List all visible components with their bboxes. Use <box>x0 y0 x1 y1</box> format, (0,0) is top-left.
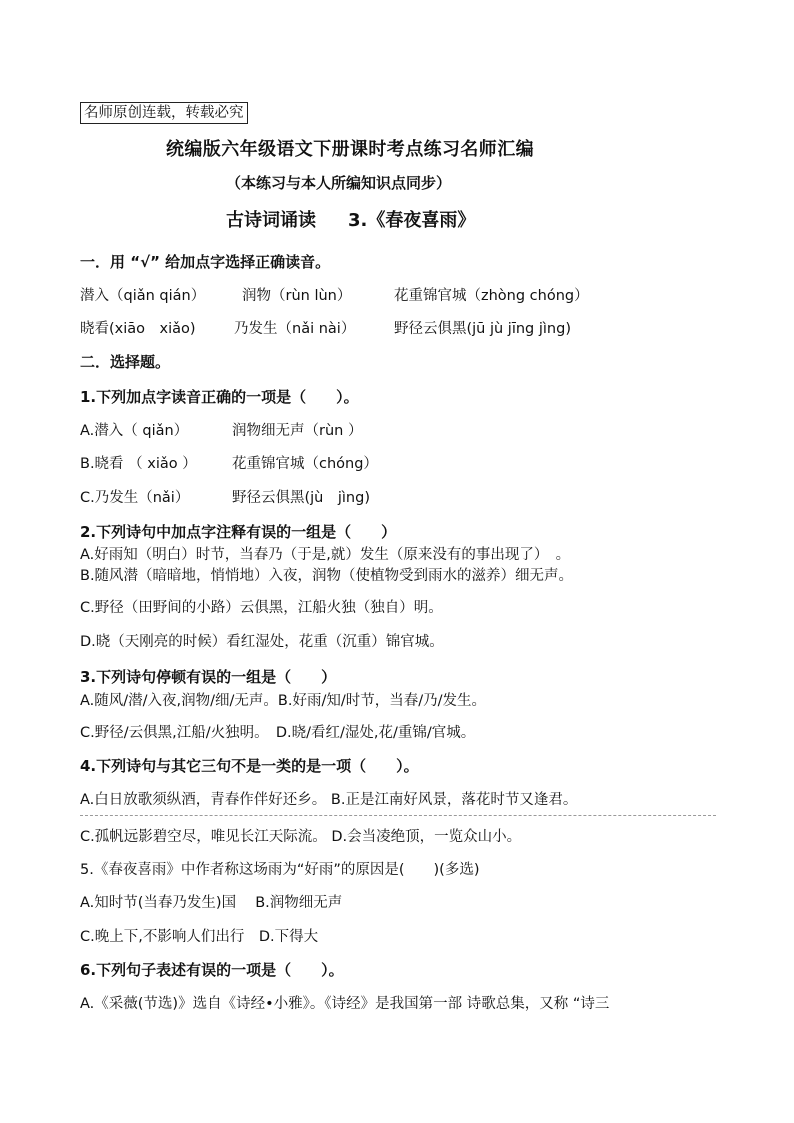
section2-heading: 二．选择题。 <box>80 353 171 371</box>
pinyin-item: 润物（rùn lùn） <box>242 288 352 304</box>
pinyin-item: 野径云俱黑(jū jù jīng jìng) <box>394 321 571 337</box>
question-3-options-cd: C.野径/云俱黑,江船/火独明。 D.晓/看红/湿处,花/重锦/官城。 <box>80 725 476 741</box>
question-2-option-b: B.随风潜（暗暗地，悄悄地）入夜，润物（使植物受到雨水的滋养）细无声。 <box>80 568 574 584</box>
option-part: 润物细无声（rùn ） <box>232 423 363 439</box>
pinyin-item: 花重锦官城（zhòng chóng） <box>394 288 589 304</box>
pinyin-item: 乃发生（nǎi nài） <box>234 321 356 337</box>
option-part: 野径云俱黑(jù jìng) <box>232 490 370 506</box>
dashed-divider <box>80 815 716 816</box>
question-2-option-a: A.好雨知（明白）时节，当春乃（于是,就）发生（原来没有的事出现了） 。 <box>80 547 571 563</box>
option-part: 花重锦官城（chóng） <box>232 456 378 472</box>
question-1-option-a <box>80 421 580 441</box>
question-3-options-ab: A.随风/潜/入夜,润物/细/无声。B.好雨/知/时节，当春/乃/发生。 <box>80 693 487 709</box>
option-part: A.潜入（ qiǎn） <box>80 423 189 439</box>
question-6-stem: 6.下列句子表述有误的一项是（ ）。 <box>80 961 344 979</box>
option-part: C.乃发生（nǎi） <box>80 490 190 506</box>
question-1-option-b <box>80 454 580 474</box>
worksheet-title: 统编版六年级语文下册课时考点练习名师汇编 <box>166 139 534 160</box>
question-4-stem: 4.下列诗句与其它三句不是一类的是一项（ ）。 <box>80 757 419 775</box>
question-6-option-a: A.《采薇(节选)》选自《诗经•小雅》。《诗经》是我国第一部 诗歌总集，又称 “诗三 <box>80 996 610 1012</box>
pinyin-row-2 <box>80 319 720 339</box>
question-5-options-cd: C.晚上下,不影响人们出行 D.下得大 <box>80 929 319 945</box>
pinyin-item: 潜入（qiǎn qián） <box>80 288 206 304</box>
copyright-stamp: 名师原创连载，转载必究 <box>80 102 248 124</box>
section1-heading: 一．用 “√” 给加点字选择正确读音。 <box>80 253 331 271</box>
question-4-options-ab: A.白日放歌须纵酒，青春作伴好还乡。 B.正是江南好风景，落花时节又逢君。 <box>80 792 578 808</box>
pinyin-item: 晓看(xiāo xiǎo) <box>80 321 196 337</box>
question-5-options-ab: A.知时节(当春乃发生)国 B.润物细无声 <box>80 895 343 911</box>
question-5-stem: 5.《春夜喜雨》中作者称这场雨为“好雨”的原因是( )(多选) <box>80 862 480 878</box>
lesson-name: 3.《春夜喜雨》 <box>348 210 476 231</box>
question-2-stem: 2.下列诗句中加点字注释有误的一组是（ ） <box>80 523 397 541</box>
question-1-stem: 1.下列加点字读音正确的一项是（ ）。 <box>80 388 359 406</box>
lesson-title <box>226 206 475 232</box>
question-2-option-c: C.野径（田野间的小路）云俱黑，江船火独（独自）明。 <box>80 600 443 616</box>
question-1-option-c <box>80 488 580 508</box>
option-part: B.晓看 （ xiǎo ） <box>80 456 197 472</box>
question-2-option-d: D.晓（天刚亮的时候）看红湿处，花重（沉重）锦官城。 <box>80 634 444 650</box>
worksheet-subtitle: （本练习与本人所编知识点同步） <box>226 174 452 192</box>
question-4-options-cd: C.孤帆远影碧空尽，唯见长江天际流。 D.会当凌绝顶，一览众山小。 <box>80 829 522 845</box>
question-3-stem: 3.下列诗句停顿有误的一组是（ ） <box>80 668 337 686</box>
lesson-category: 古诗词诵读 <box>226 210 316 231</box>
pinyin-row-1 <box>80 286 720 306</box>
